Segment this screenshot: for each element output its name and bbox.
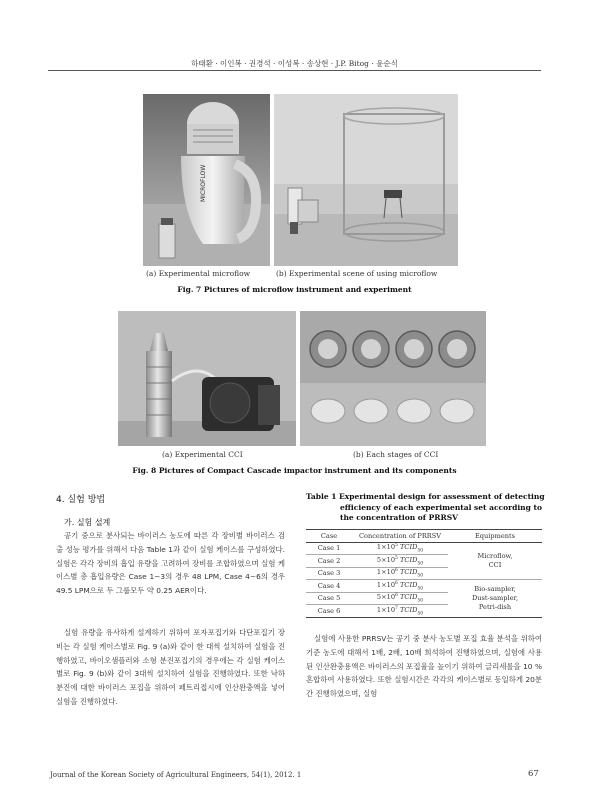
microflow-logo-text: MICROFLOW	[200, 164, 207, 202]
case-cell: Case 1	[306, 542, 352, 555]
body-paragraph-1: 공기 중으로 분사되는 바이러스 농도에 따른 각 장비별 바이러스 검출 성능 평가를 위해서 다음 Table 1과 같이 실험 케이스를 구성하였다. 실험은 각각 장비의 흡입 유량을 고려하여 장비를 조합하였으며 실험 케이스별 총 흡입유량은 Case 1∼3의 경우 48 LPM, Case 4∼6의 경우 49.5 LPM으로 두 그룹모두 약 0.25 AER이다.	[56, 531, 285, 596]
microflow-device-image	[143, 94, 270, 266]
cci-stages-image	[300, 311, 486, 446]
case-cell: Case 2	[306, 555, 352, 568]
equipment-group-2: Bio-sampler, Dust-sampler, Petri-dish	[448, 580, 542, 618]
table-row	[306, 580, 542, 593]
col-header-case: Case	[306, 530, 352, 543]
equipment-group-1: Microflow, CCI	[448, 542, 542, 580]
body-paragraph-2: 실험 유량을 유사하게 설계하기 위하여 포자포집기와 다단포집기 장비는 각 실험 케이스별로 Fig. 9 (a)와 같이 한 대씩 설치하여 실험을 진행하였고, 바이오샘플러와 소형 분진포집기의 경우에는 각 실험 케이스별로 Fig. 9 (b)와 같이 3대씩 설치하여 실험을 진행하였다. 또한 낙하 분진에 대한 바이러스 포집을 위하여 페트리접시에 인산완충액을 넣어 실험을 진행하였다.	[56, 628, 285, 706]
fig7a-label: (a) Experimental microflow	[146, 269, 251, 278]
col-header-concentration: Concentration of PRRSV	[352, 530, 448, 543]
case-cell: Case 5	[306, 592, 352, 605]
concentration-cell: $1\times 10^5$ $TCID_{50}$	[352, 542, 448, 555]
chamber-scene-image	[274, 94, 458, 266]
col-header-equipments: Equipments	[448, 530, 542, 543]
table-row	[306, 542, 542, 555]
table-header-row	[306, 530, 542, 543]
case-cell: Case 3	[306, 567, 352, 580]
fig8a-label: (a) Experimental CCI	[162, 450, 243, 459]
section-heading: 4. 실험 방법	[56, 495, 106, 505]
fig8a-photo	[118, 311, 296, 446]
concentration-cell: $1\times 10^6$ $TCID_{50}$	[352, 567, 448, 580]
page-number: 67	[528, 769, 539, 779]
fig8b-label: (b) Each stages of CCI	[353, 450, 439, 459]
header-rule	[48, 70, 541, 71]
table1-caption	[306, 492, 546, 524]
subsection-heading: 가. 실험 설계	[64, 518, 111, 527]
body-paragraph-right: 실험에 사용한 PRRSV는 공기 중 분사 농도별 포집 효율 분석을 위하여 기준 농도에 대해서 1배, 2배, 10배 희석하여 진행하였으며, 실험에 사용된 인산완충용액은 바이러스의 포집율을 높이기 위하여 글리세롤을 10 % 혼합하여 사용하였다. 또한 실험시간은 각각의 케이스별로 동일하게 20분간 진행하였으며, 실험	[306, 634, 542, 699]
table1	[306, 529, 542, 618]
fig7-caption: Fig. 7 Pictures of microflow instrument and experiment	[177, 285, 412, 294]
concentration-cell: $5\times 10^5$ $TCID_{50}$	[352, 555, 448, 568]
concentration-cell: $1\times 10^6$ $TCID_{50}$	[352, 580, 448, 593]
fig7b-label: (b) Experimental scene of using microflow	[276, 269, 438, 278]
fig7a-photo	[143, 94, 270, 266]
running-header-authors: 하태환 · 이인복 · 권경석 · 이성복 · 송상현 · J.P. Bitog · 윤순식	[191, 59, 398, 68]
table1-grid	[306, 529, 542, 618]
table1-caption-line-2: efficiency of each experimental set according to	[340, 502, 542, 512]
case-cell: Case 4	[306, 580, 352, 593]
concentration-cell: $5\times 10^6$ $TCID_{50}$	[352, 592, 448, 605]
fig8-caption: Fig. 8 Pictures of Compact Cascade impactor instrument and its components	[132, 466, 457, 475]
footer-journal: Journal of the Korean Society of Agricultural Engineers, 54(1), 2012. 1	[50, 771, 302, 779]
concentration-cell: $1\times 10^7$ $TCID_{50}$	[352, 605, 448, 618]
table1-caption-line-1: Table 1 Experimental design for assessment of detecting	[306, 492, 545, 501]
fig8b-photo	[300, 311, 486, 446]
table1-caption-line-3: the concentration of PRRSV	[340, 513, 458, 522]
cci-instrument-image	[118, 311, 296, 446]
fig7b-photo	[274, 94, 458, 266]
case-cell: Case 6	[306, 605, 352, 618]
